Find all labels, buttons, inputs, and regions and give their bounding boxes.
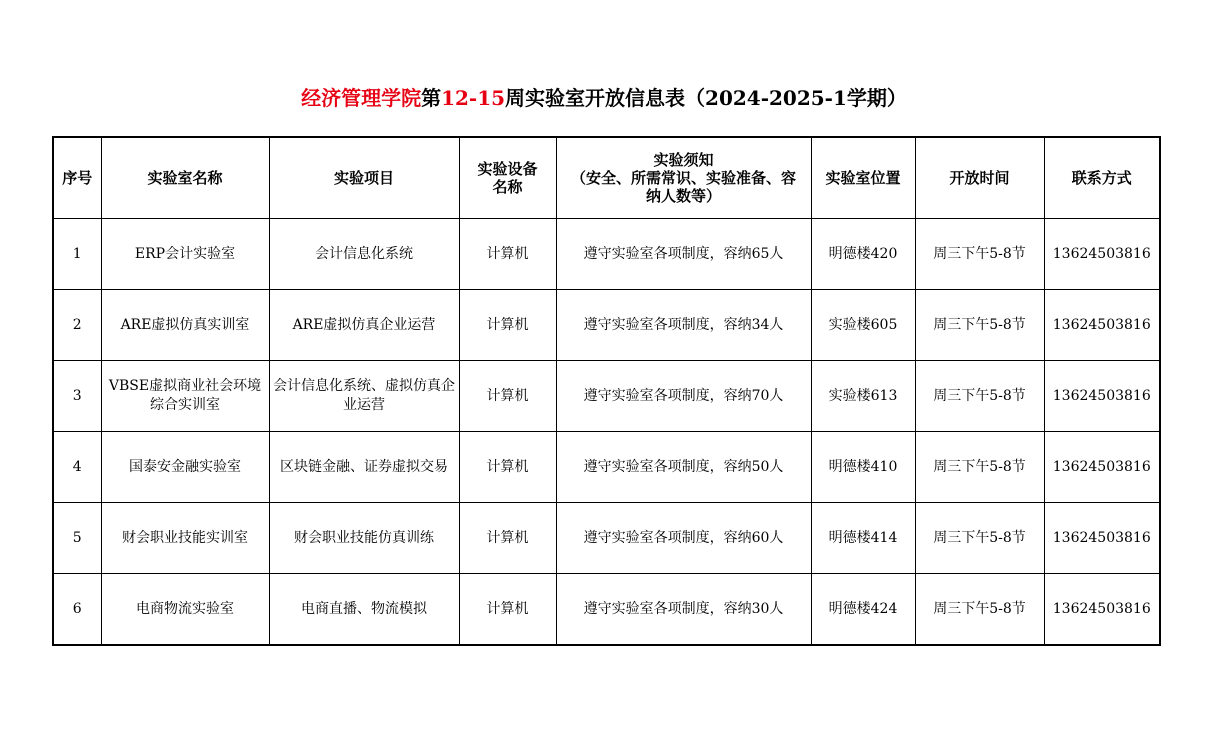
cell-index: 1	[53, 219, 101, 290]
cell-contact: 13624503816	[1044, 290, 1160, 361]
header-contact: 联系方式	[1044, 137, 1160, 219]
cell-index: 4	[53, 432, 101, 503]
cell-time: 周三下午5-8节	[915, 361, 1044, 432]
cell-notes: 遵守实验室各项制度，容纳60人	[556, 503, 811, 574]
cell-project: 区块链金融、证券虚拟交易	[269, 432, 459, 503]
cell-location: 明德楼420	[811, 219, 915, 290]
header-time: 开放时间	[915, 137, 1044, 219]
header-notes	[556, 137, 811, 219]
table-row	[53, 219, 1160, 290]
cell-location: 实验楼613	[811, 361, 915, 432]
cell-location: 实验楼605	[811, 290, 915, 361]
cell-contact: 13624503816	[1044, 574, 1160, 646]
cell-index: 5	[53, 503, 101, 574]
header-notes-line3: 纳人数等）	[645, 187, 721, 205]
header-equipment	[459, 137, 556, 219]
cell-lab-name: VBSE虚拟商业社会环境综合实训室	[101, 361, 269, 432]
cell-index: 2	[53, 290, 101, 361]
title-college: 经济管理学院	[301, 86, 422, 110]
page-title	[0, 84, 1208, 112]
header-lab-name: 实验室名称	[101, 137, 269, 219]
cell-equipment: 计算机	[459, 503, 556, 574]
header-project: 实验项目	[269, 137, 459, 219]
cell-contact: 13624503816	[1044, 432, 1160, 503]
cell-location: 明德楼410	[811, 432, 915, 503]
cell-project: 电商直播、物流模拟	[269, 574, 459, 646]
cell-contact: 13624503816	[1044, 219, 1160, 290]
cell-equipment: 计算机	[459, 432, 556, 503]
cell-contact: 13624503816	[1044, 503, 1160, 574]
cell-time: 周三下午5-8节	[915, 574, 1044, 646]
cell-index: 3	[53, 361, 101, 432]
table-row	[53, 432, 1160, 503]
cell-notes: 遵守实验室各项制度，容纳50人	[556, 432, 811, 503]
title-weeks: 12-15	[441, 86, 506, 110]
cell-lab-name: 财会职业技能实训室	[101, 503, 269, 574]
title-prefix: 第	[421, 86, 442, 110]
header-location: 实验室位置	[811, 137, 915, 219]
cell-notes: 遵守实验室各项制度，容纳65人	[556, 219, 811, 290]
lab-schedule-table	[52, 136, 1161, 646]
cell-equipment: 计算机	[459, 574, 556, 646]
cell-equipment: 计算机	[459, 361, 556, 432]
header-index: 序号	[53, 137, 101, 219]
cell-project: 财会职业技能仿真训练	[269, 503, 459, 574]
cell-notes: 遵守实验室各项制度，容纳34人	[556, 290, 811, 361]
cell-lab-name: 国泰安金融实验室	[101, 432, 269, 503]
table-row	[53, 574, 1160, 646]
title-suffix: 周实验室开放信息表（2024-2025-1学期）	[505, 86, 907, 110]
cell-contact: 13624503816	[1044, 361, 1160, 432]
header-row	[53, 137, 1160, 219]
header-notes-line2: （安全、所需常识、实验准备、容	[570, 169, 796, 187]
cell-time: 周三下午5-8节	[915, 503, 1044, 574]
cell-time: 周三下午5-8节	[915, 432, 1044, 503]
table-row	[53, 503, 1160, 574]
cell-time: 周三下午5-8节	[915, 290, 1044, 361]
cell-lab-name: 电商物流实验室	[101, 574, 269, 646]
cell-lab-name: ERP会计实验室	[101, 219, 269, 290]
cell-notes: 遵守实验室各项制度，容纳30人	[556, 574, 811, 646]
table-row	[53, 290, 1160, 361]
cell-project: 会计信息化系统、虚拟仿真企业运营	[269, 361, 459, 432]
header-notes-line1: 实验须知	[653, 151, 714, 169]
table-row	[53, 361, 1160, 432]
cell-lab-name: ARE虚拟仿真实训室	[101, 290, 269, 361]
header-equipment-line1: 实验设备	[477, 160, 538, 178]
cell-location: 明德楼424	[811, 574, 915, 646]
cell-location: 明德楼414	[811, 503, 915, 574]
cell-project: 会计信息化系统	[269, 219, 459, 290]
cell-project: ARE虚拟仿真企业运营	[269, 290, 459, 361]
cell-equipment: 计算机	[459, 219, 556, 290]
cell-time: 周三下午5-8节	[915, 219, 1044, 290]
header-equipment-line2: 名称	[492, 178, 523, 196]
cell-notes: 遵守实验室各项制度，容纳70人	[556, 361, 811, 432]
cell-index: 6	[53, 574, 101, 646]
cell-equipment: 计算机	[459, 290, 556, 361]
